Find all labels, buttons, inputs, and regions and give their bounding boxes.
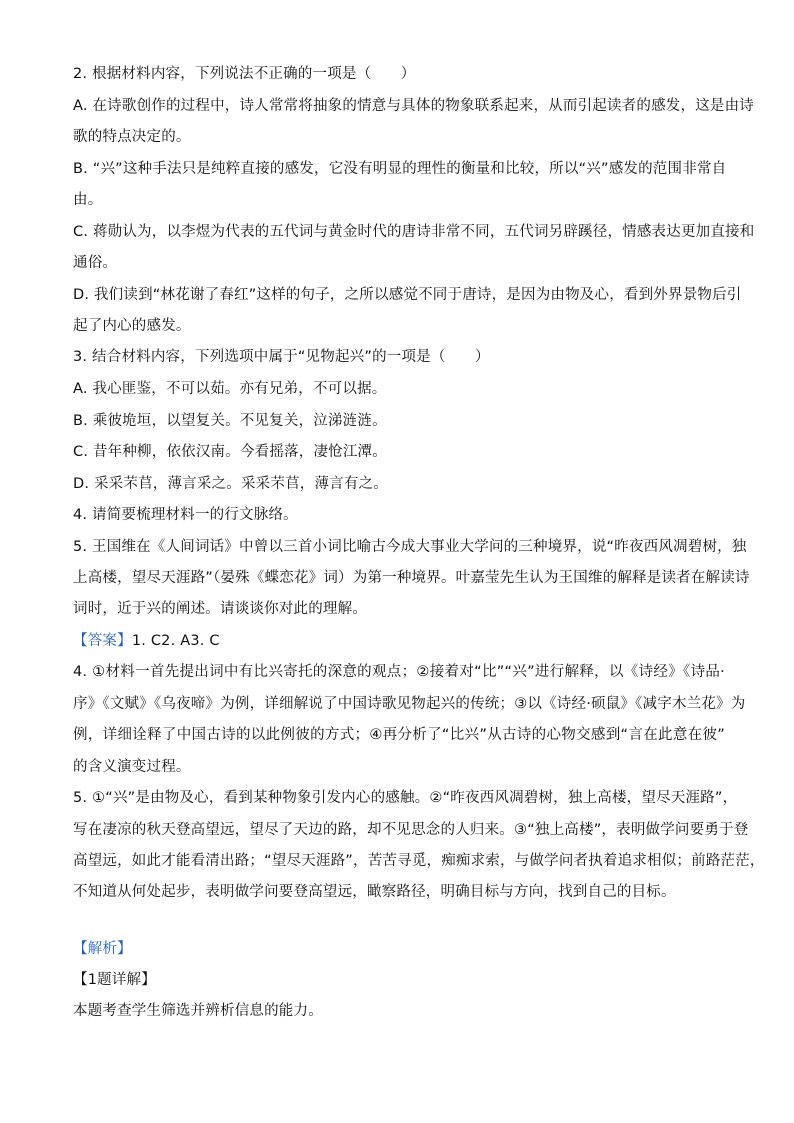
answer5-line2: 写在凄凉的秋天登高望远，望尽了天边的路，却不见思念的人归来。③“独上高楼”，表明做学问要勇于登 xyxy=(73,822,749,838)
q4-stem: 4. 请简要梳理材料一的行文脉络。 xyxy=(73,507,298,523)
q2-option-b-line2: 由。 xyxy=(73,192,103,208)
q5-line3: 词时，近于兴的阐述。请谈谈你对此的理解。 xyxy=(73,601,367,617)
q2-option-b-line1: B. “兴”这种手法只是纯粹直接的感发，它没有明显的理性的衡量和比较，所以“兴”感发的范围非常自 xyxy=(73,161,727,177)
answer4-line2: 序》《文赋》《乌夜啼》为例，详细解说了中国诗歌见物起兴的传统；③以《诗经·硕鼠》《减字木兰花》为 xyxy=(73,696,746,712)
answer5-line3: 高望远，如此才能看清出路；“望尽天涯路”，苦苦寻觅，痴痴求索，与做学问者执着追求相似；前路茫茫， xyxy=(73,853,765,869)
answer4-line3: 例，详细诠释了中国古诗的以此例彼的方式；④再分析了“比兴”从古诗的心物交感到“言在此意在彼” xyxy=(73,727,725,743)
q2-stem: 2. 根据材料内容，下列说法不正确的一项是（ ） xyxy=(73,66,416,82)
q3-option-a: A. 我心匪鉴，不可以茹。亦有兄弟，不可以据。 xyxy=(73,381,387,397)
q2-option-d-line2: 起了内心的感发。 xyxy=(73,318,191,334)
analysis-heading: 【解析】 xyxy=(73,941,132,957)
q2-option-c-line2: 通俗。 xyxy=(73,255,118,271)
q2-option-a-line2: 歌的特点决定的。 xyxy=(73,129,191,145)
q3-option-b: B. 乘彼垝垣，以望复关。不见复关，泣涕涟涟。 xyxy=(73,413,387,429)
analysis-tag xyxy=(73,939,132,959)
q3-option-c: C. 昔年种柳，依依汉南。今看摇落，凄怆江潭。 xyxy=(73,444,387,460)
answer-choices: 1. C2. A3. C xyxy=(131,633,220,649)
answer4-line4: 的含义演变过程。 xyxy=(73,759,191,775)
q3-stem: 3. 结合材料内容，下列选项中属于“见物起兴”的一项是（ ） xyxy=(73,349,490,365)
answer5-line1: 5. ①“兴”是由物及心，看到某种物象引发内心的感触。②“昨夜西风凋碧树，独上高楼，望尽天涯路”， xyxy=(73,790,738,806)
analysis-subheading: 【1题详解】 xyxy=(73,972,156,988)
q2-option-c-line1: C. 蒋勋认为，以李煜为代表的五代词与黄金时代的唐诗非常不同，五代词另辟蹊径，情感表达更加直接和 xyxy=(73,224,755,240)
analysis-text: 本题考查学生筛选并辨析信息的能力。 xyxy=(73,1003,323,1019)
answer-tag: 【答案】 xyxy=(73,633,132,649)
answer5-line4: 不知道从何处起步，表明做学问要登高望远，瞰察路径，明确目标与方向，找到自己的目标。 xyxy=(73,884,676,900)
answer-line xyxy=(73,631,220,651)
q3-option-d: D. 采采芣苢，薄言采之。采采芣苢，薄言有之。 xyxy=(73,476,388,492)
q2-option-d-line1: D. 我们读到“林花谢了春红”这样的句子，之所以感觉不同于唐诗，是因为由物及心，看到外界景物后引 xyxy=(73,287,742,303)
answer4-line1: 4. ①材料一首先提出词中有比兴寄托的深意的观点；②接着对“比”“兴”进行解释，以《诗经》《诗品· xyxy=(73,664,725,680)
q2-option-a-line1: A. 在诗歌创作的过程中，诗人常常将抽象的情意与具体的物象联系起来，从而引起读者的感发，这是由诗 xyxy=(73,98,754,114)
q5-line1: 5. 王国维在《人间词话》中曾以三首小词比喻古今成大事业大学问的三种境界，说“昨夜西风凋碧树，独 xyxy=(73,539,747,555)
q5-line2: 上高楼，望尽天涯路”（晏殊《蝶恋花》词）为第一种境界。叶嘉莹先生认为王国维的解释是读者在解读诗 xyxy=(73,570,750,586)
